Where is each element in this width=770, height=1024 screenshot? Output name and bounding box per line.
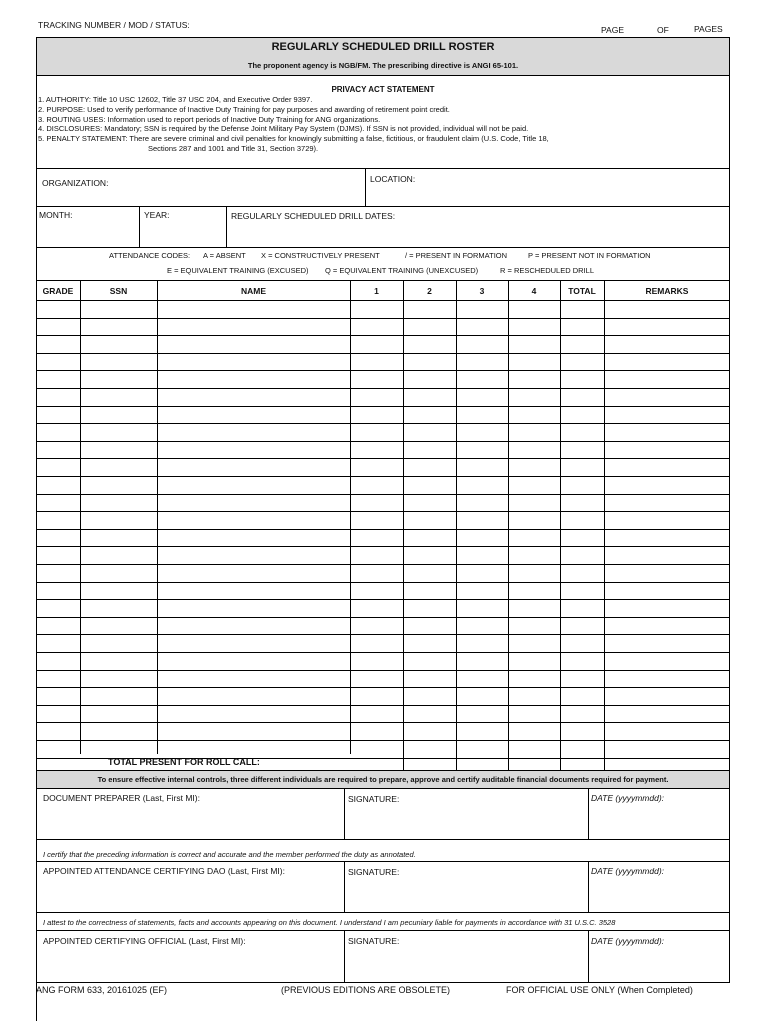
table-row[interactable] <box>36 582 730 583</box>
obsolete-notice: (PREVIOUS EDITIONS ARE OBSOLETE) <box>281 985 451 995</box>
table-row[interactable] <box>36 494 730 495</box>
table-row[interactable] <box>36 300 730 301</box>
col-day-2: 2 <box>427 286 432 296</box>
page-label: PAGE <box>601 25 624 35</box>
official-use-notice: FOR OFFICIAL USE ONLY (When Completed) <box>506 985 693 995</box>
controls-text: To ensure effective internal controls, three different individuals are required to prepare, approve and certify auditable financial documents required for payment. <box>97 775 669 784</box>
col-day-3: 3 <box>479 286 485 296</box>
code-absent: A = ABSENT <box>203 251 246 260</box>
of-label: OF <box>657 25 669 35</box>
table-row[interactable] <box>36 476 730 477</box>
certify-statement: I certify that the preceding information is correct and accurate and the member performed the duty as annotated. <box>43 850 416 859</box>
code-excused: E = EQUIVALENT TRAINING (EXCUSED) <box>167 266 309 275</box>
table-row[interactable] <box>36 740 730 741</box>
table-row[interactable] <box>36 546 730 547</box>
tracking-label: TRACKING NUMBER / MOD / STATUS: <box>38 20 190 30</box>
privacy-statement: 1. AUTHORITY: Title 10 USC 12602, Title 37 USC 204, and Executive Order 9397. 2. PURPOSE: Used to verify performance of Inactive Duty Training for pay purposes and awarding of retirement point credit. 3. ROUTING USES: Information used to report periods of Inactive Duty Training for ANG organizations. 4. DISCLOSURES: Mandatory; SSN is required by the Defense Joint Military Pay System (DJMS). If SSN is not provided, individual will not be paid. 5. PENALTY STATEMENT: There are severe criminal and civil penalties for knowingly submitting a false, fictitious, or fraudulent claim (U.S. Code, Title 18, Sections 287 and 1001 and Title 31, Section 3729). <box>38 95 549 153</box>
col-ssn: SSN <box>109 286 128 296</box>
code-present-formation: / = PRESENT IN FORMATION <box>405 251 508 260</box>
table-row[interactable] <box>36 670 730 671</box>
month-field[interactable]: MONTH: <box>39 210 73 220</box>
table-row[interactable] <box>36 353 730 354</box>
col-total: TOTAL <box>568 286 596 296</box>
code-unexcused: Q = EQUIVALENT TRAINING (UNEXCUSED) <box>325 266 479 275</box>
year-field[interactable]: YEAR: <box>144 210 170 220</box>
official-field[interactable]: APPOINTED CERTIFYING OFFICIAL (Last, First MI): <box>43 936 246 946</box>
dao-field[interactable]: APPOINTED ATTENDANCE CERTIFYING DAO (Last, First MI): <box>43 866 285 876</box>
form-id: ANG FORM 633, 20161025 (EF) <box>36 985 168 995</box>
table-row[interactable] <box>36 529 730 530</box>
table-row[interactable] <box>36 722 730 723</box>
pages-label: PAGES <box>694 24 723 34</box>
location-field[interactable]: LOCATION: <box>370 174 416 184</box>
table-row[interactable] <box>36 458 730 459</box>
official-date[interactable]: DATE (yyyymmdd): <box>591 936 665 946</box>
col-remarks: REMARKS <box>645 286 689 296</box>
preparer-date[interactable]: DATE (yyyymmdd): <box>591 793 665 803</box>
preparer-signature[interactable]: SIGNATURE: <box>348 794 400 804</box>
table-row[interactable] <box>36 511 730 512</box>
col-day-4: 4 <box>531 286 537 296</box>
total-present-label: TOTAL PRESENT FOR ROLL CALL: <box>108 757 260 767</box>
drill-dates-field[interactable]: REGULARLY SCHEDULED DRILL DATES: <box>231 211 396 221</box>
table-row[interactable] <box>36 370 730 371</box>
table-row[interactable] <box>36 335 730 336</box>
table-row[interactable] <box>36 406 730 407</box>
table-row[interactable] <box>36 318 730 319</box>
official-signature[interactable]: SIGNATURE: <box>348 936 400 946</box>
table-row[interactable] <box>36 441 730 442</box>
dao-date[interactable]: DATE (yyyymmdd): <box>591 866 665 876</box>
table-row[interactable] <box>36 599 730 600</box>
table-row[interactable] <box>36 705 730 706</box>
col-day-1: 1 <box>374 286 379 296</box>
privacy-heading: PRIVACY ACT STATEMENT <box>331 85 435 94</box>
table-row[interactable] <box>36 423 730 424</box>
attest-statement: I attest to the correctness of statements, facts and accounts appearing on this document. I understand I am pecuniary liable for payments in accordance with 31 U.S.C. 3528 <box>43 918 616 927</box>
table-row[interactable] <box>36 652 730 653</box>
code-constructive: X = CONSTRUCTIVELY PRESENT <box>261 251 380 260</box>
form-title: REGULARLY SCHEDULED DRILL ROSTER <box>271 41 495 53</box>
dao-signature[interactable]: SIGNATURE: <box>348 867 400 877</box>
codes-label: ATTENDANCE CODES: <box>109 251 191 260</box>
proponent-text: The proponent agency is NGB/FM. The prescribing directive is ANGI 65-101. <box>247 61 519 70</box>
col-name: NAME <box>240 286 267 296</box>
code-present-not-formation: P = PRESENT NOT IN FORMATION <box>528 251 651 260</box>
organization-field[interactable]: ORGANIZATION: <box>42 178 109 188</box>
table-row[interactable] <box>36 564 730 565</box>
preparer-field[interactable]: DOCUMENT PREPARER (Last, First MI): <box>43 793 200 803</box>
table-row[interactable] <box>36 687 730 688</box>
col-grade: GRADE <box>42 286 74 296</box>
table-row[interactable] <box>36 388 730 389</box>
table-row[interactable] <box>36 617 730 618</box>
code-rescheduled: R = RESCHEDULED DRILL <box>500 266 594 275</box>
table-row[interactable] <box>36 634 730 635</box>
